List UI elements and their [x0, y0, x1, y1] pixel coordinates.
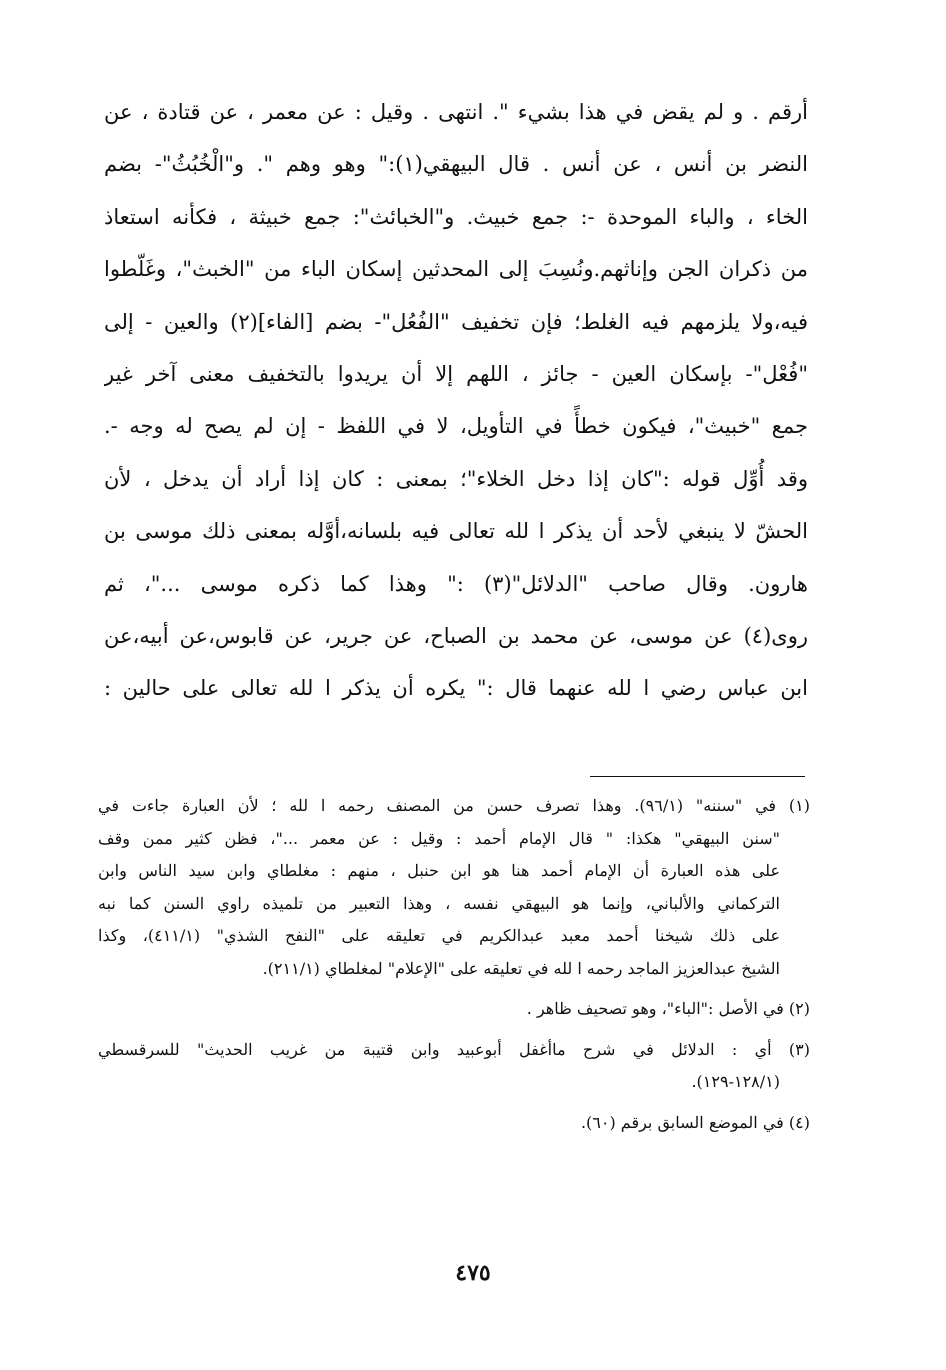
main-text-line: هارون. وقال صاحب "الدلائل"(٣) :" وهذا كما ذكره موسى ..."، ثم — [104, 571, 808, 596]
footnote-line: على هذه العبارة أن الإمام أحمد هنا هو ابن حنبل ، منهم : مغلطاي وابن سيد الناس وابن — [98, 861, 780, 880]
main-text-line: الخاء ، والباء الموحدة -: جمع خبيث. و"الخبائث": جمع خبيثة ، فكأنه استعاذ — [104, 204, 808, 229]
footnote-line: (١٢٨/١-١٢٩). — [691, 1072, 780, 1091]
footnote-line: (٢) في الأصل :"الباء"، وهو تصحيف ظاهر . — [526, 999, 810, 1018]
main-text-line: النضر بن أنس ، عن أنس . قال البيهقي(١):" وهو وهم ". و"الْخُبُثُ"- بضم — [104, 152, 808, 177]
footnote-line: "سنن البيهقي" هكذا: " قال الإمام أحمد : وقيل : عن معمر ..."، فظن كثير ممن وقف — [98, 828, 780, 848]
footnote-line: الشيخ عبدالعزيز الماجد رحمه ا لله في تعليقه على "الإعلام" لمغلطاي (٢١١/١). — [262, 958, 780, 978]
main-text-line: "فُعْل"- بإسكان العين - جائز ، اللهم إلا أن يريدوا بالتخفيف معنى آخر غير — [104, 361, 808, 386]
footnotes-section — [98, 790, 810, 1139]
footnote-separator-rule — [590, 776, 805, 777]
footnote-line: (١) في "سننه" (٩٦/١). وهذا تصرف حسن من المصنف رحمه ا لله ؛ لأن العبارة جاءت في — [98, 796, 810, 815]
main-text-body — [104, 86, 808, 715]
main-text-line: ابن عباس رضي ا لله عنهما قال :" يكره أن يذكر ا لله تعالى على حالين : — [104, 676, 808, 701]
main-text-line: روى(٤) عن موسى، عن محمد بن الصباح، عن جرير، عن قابوس،عن أبيه،عن — [104, 623, 808, 648]
main-text-line: من ذكران الجن وإناثهم.ونُسِبَ إلى المحدثين إسكان الباء من "الخبث"، وغَلّطوا — [104, 257, 808, 282]
main-text-line: جمع "خبيث"، فيكون خطأً في التأويل، لا في اللفظ - إن لم يصح له وجه -. — [104, 414, 808, 439]
footnote-line: (٤) في الموضع السابق برقم (٦٠). — [580, 1112, 810, 1132]
page-number: ٤٧٥ — [455, 1260, 491, 1286]
footnote-line: (٣) أي : الدلائل في شرح ماأغفل أبوعبيد وابن قتيبة من غريب الحديث" للسرقسطي — [98, 1039, 810, 1059]
main-text-line: أرقم . و لم يقض في هذا بشيء ". انتهى . وقيل : عن معمر ، عن قتادة ، عن — [104, 100, 808, 124]
main-text-line: فيه،ولا يلزمهم فيه الغلط؛ فإن تخفيف "الفُعُل"- بضم [الفاء](٢) والعين - إلى — [104, 309, 808, 334]
footnote-line: التركماني والألباني، وإنما هو البيهقي نفسه ، وهذا التعبير من تلميذه راوي السنن كما نبه — [98, 893, 780, 913]
footnote-line: على ذلك شيخنا أحمد معبد عبدالكريم في تعليقه على "النفح الشذي" (٤١١/١)، وكذا — [98, 926, 780, 945]
main-text-line: الحشّ لا ينبغي لأحد أن يذكر ا لله تعالى فيه بلسانه،أوَّله بمعنى ذلك موسى بن — [104, 519, 808, 544]
main-text-line: وقد أُوِّل قوله :"كان إذا دخل الخلاء"؛ بمعنى : كان إذا أراد أن يدخل ، لأن — [104, 466, 808, 491]
